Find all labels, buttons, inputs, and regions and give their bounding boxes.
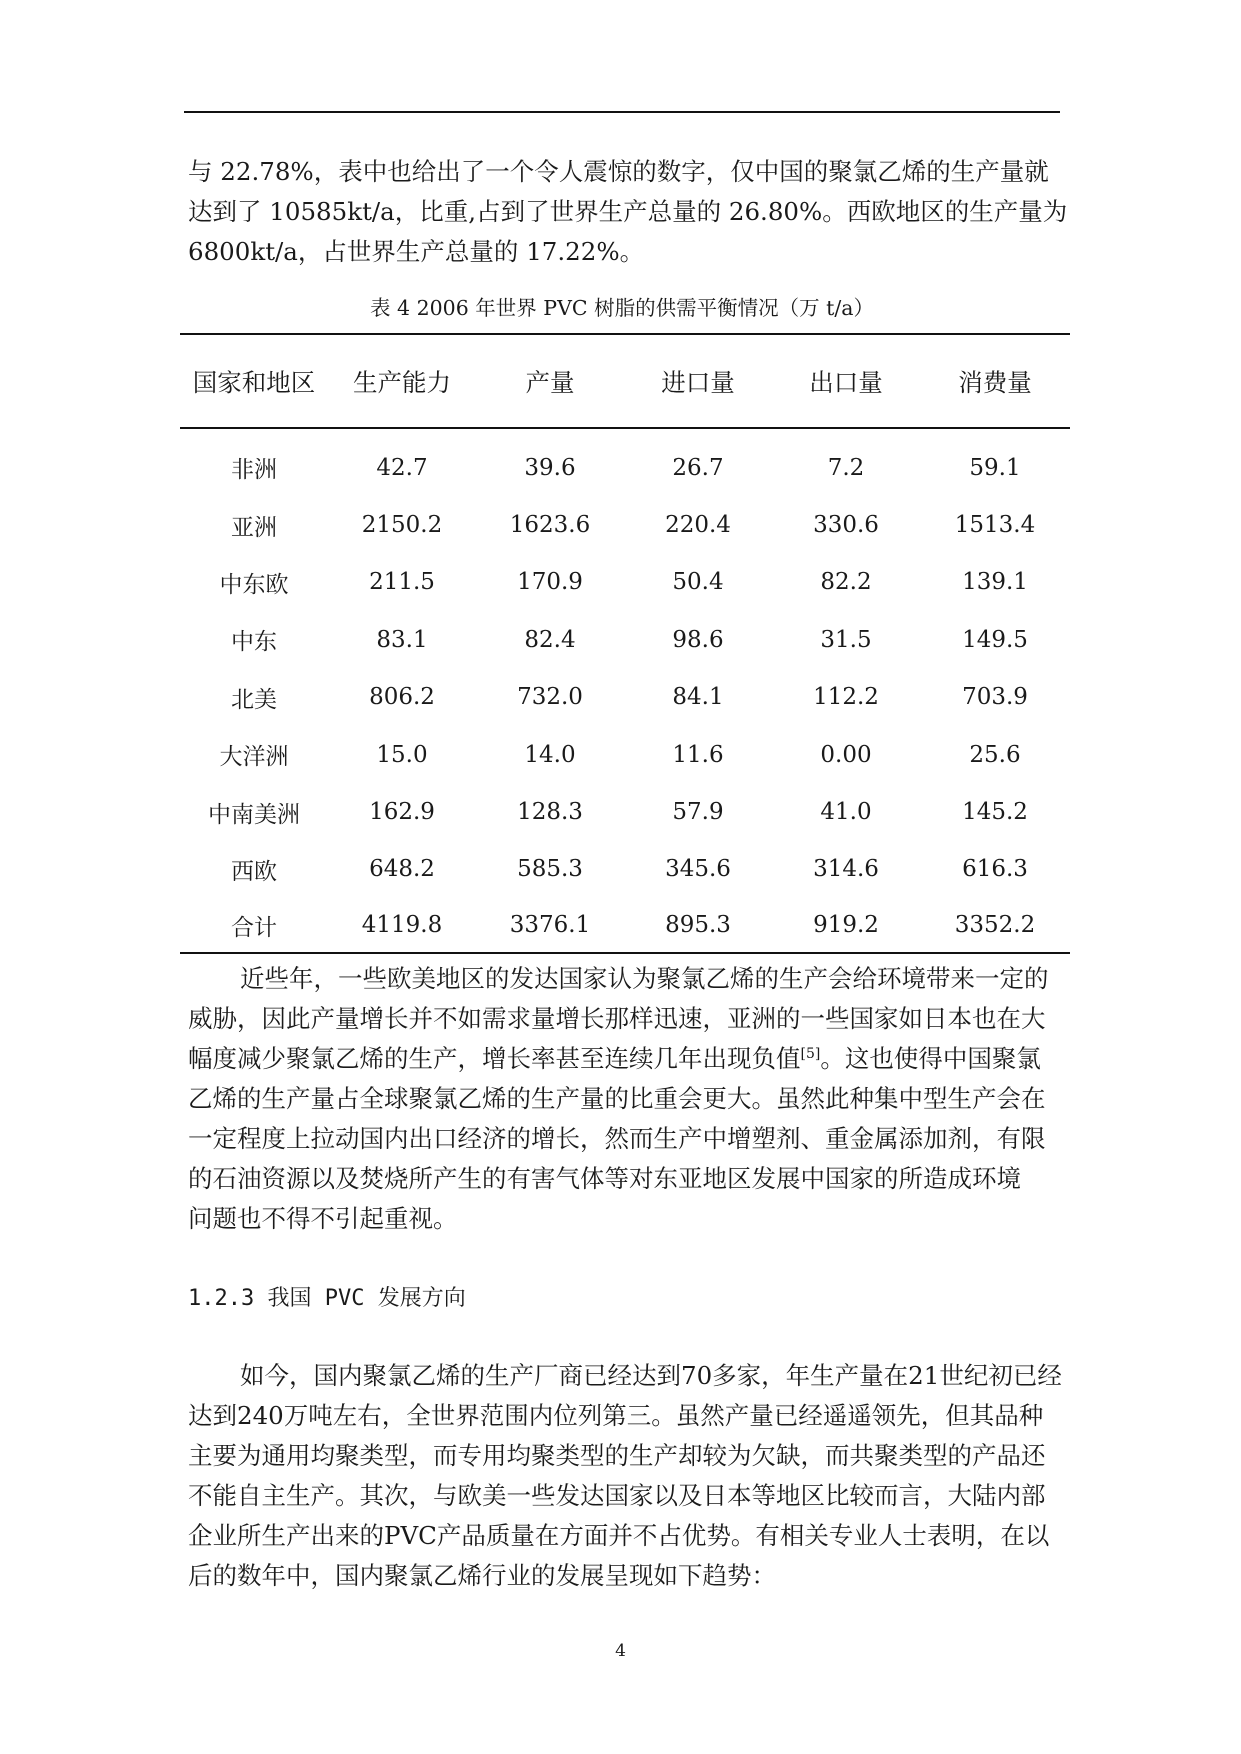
- text-line: 乙烯的生产量占全球聚氯乙烯的生产量的比重会更大。虽然此种集中型生产会在: [188, 1084, 1046, 1113]
- text-line: 近些年，一些欧美地区的发达国家认为聚氯乙烯的生产会给环境带来一定的: [240, 964, 1049, 993]
- table-cell: 2150.2: [361, 512, 443, 539]
- table-cell: 北美: [231, 686, 277, 713]
- header-region: 国家和地区: [180, 334, 328, 428]
- table-cell: 亚洲: [231, 514, 277, 541]
- table-row: [180, 783, 1070, 840]
- table-cell: 中南美洲: [208, 801, 300, 828]
- table-cell: 648.2: [369, 856, 435, 883]
- header-output: 产量: [476, 334, 624, 428]
- table-cell: 41.0: [820, 799, 872, 826]
- table-cell: 中东欧: [219, 571, 289, 598]
- text-line: 与 22.78%，表中也给出了一个令人震惊的数字，仅中国的聚氯乙烯的生产量就: [188, 157, 1049, 186]
- table-total-row: [180, 898, 1070, 953]
- table-cell: 616.3: [962, 856, 1028, 883]
- table-cell: 82.2: [820, 569, 872, 596]
- text-line: 威胁，因此产量增长并不如需求量增长那样迅速，亚洲的一些国家如日本也在大: [188, 1004, 1046, 1033]
- table-cell: 703.9: [962, 684, 1028, 711]
- text-line: 企业所生产出来的PVC产品质量在方面并不占优势。有相关专业人士表明，在以: [188, 1521, 1050, 1550]
- table-cell: 162.9: [369, 799, 435, 826]
- text-line: 一定程度上拉动国内出口经济的增长，然而生产中增塑剂、重金属添加剂，有限: [188, 1124, 1046, 1153]
- table-cell: 50.4: [672, 569, 724, 596]
- text-line: 达到了 10585kt/a，比重,占到了世界生产总量的 26.80%。西欧地区的生产量为: [188, 197, 1068, 226]
- table-cell: 14.0: [524, 741, 576, 768]
- table-cell: 合计: [180, 898, 328, 953]
- table-cell: 57.9: [672, 799, 724, 826]
- table-cell: 82.4: [524, 626, 576, 653]
- text-line: 的石油资源以及焚烧所产生的有害气体等对东亚地区发展中国家的所造成环境: [188, 1164, 1021, 1193]
- page-number: 4: [615, 1641, 626, 1661]
- table-row: [180, 611, 1070, 668]
- citation-ref: [5]: [800, 1045, 821, 1062]
- table-cell: 732.0: [517, 684, 583, 711]
- table-cell: 中东: [231, 629, 277, 656]
- table-row: [180, 554, 1070, 611]
- table-cell: 1513.4: [954, 512, 1036, 539]
- table-cell: 139.1: [962, 569, 1028, 596]
- table-cell: 330.6: [813, 512, 879, 539]
- table-cell: 895.3: [624, 898, 772, 953]
- table-row: [180, 726, 1070, 783]
- table-cell: 59.1: [969, 454, 1021, 481]
- header-rule: [184, 111, 1060, 113]
- header-capacity: 生产能力: [328, 334, 476, 428]
- table-cell: 非洲: [231, 457, 277, 484]
- table-cell: 7.2: [827, 454, 865, 481]
- table-cell: 149.5: [962, 626, 1028, 653]
- table-cell: 585.3: [517, 856, 583, 883]
- table-cell: 15.0: [376, 741, 428, 768]
- header-consumption: 消费量: [920, 334, 1070, 428]
- table-cell: 39.6: [524, 454, 576, 481]
- table-cell: 314.6: [813, 856, 879, 883]
- text-line: 如今，国内聚氯乙烯的生产厂商已经达到70多家，年生产量在21世纪初已经: [240, 1361, 1062, 1390]
- text-line: 后的数年中，国内聚氯乙烯行业的发展呈现如下趋势：: [188, 1561, 776, 1590]
- table-cell: 42.7: [376, 454, 428, 481]
- header-import: 进口量: [624, 334, 772, 428]
- table-cell: 112.2: [813, 684, 879, 711]
- text-line: 达到240万吨左右，全世界范围内位列第三。虽然产量已经遥遥领先，但其品种: [188, 1401, 1044, 1430]
- text-line: 不能自主生产。其次，与欧美一些发达国家以及日本等地区比较而言，大陆内部: [188, 1481, 1046, 1510]
- table-cell: 83.1: [376, 626, 428, 653]
- table-cell: 大洋洲: [219, 744, 289, 771]
- header-export: 出口量: [772, 334, 920, 428]
- table-cell: 145.2: [962, 799, 1028, 826]
- table-cell: 3352.2: [920, 898, 1070, 953]
- paragraph-environment: [188, 959, 1060, 1239]
- table-cell: 919.2: [772, 898, 920, 953]
- text-line: 6800kt/a，占世界生产总量的 17.22%。: [188, 237, 645, 266]
- table-cell: 西欧: [231, 858, 277, 885]
- table-cell: 26.7: [672, 454, 724, 481]
- table-cell: 31.5: [820, 626, 872, 653]
- table-row: [180, 841, 1070, 898]
- text-span: 幅度减少聚氯乙烯的生产，增长率甚至连续几年出现负值: [188, 1044, 801, 1073]
- table-cell: 211.5: [369, 569, 435, 596]
- text-line: 主要为通用均聚类型，而专用均聚类型的生产却较为欠缺，而共聚类型的产品还: [188, 1441, 1046, 1470]
- table-header-row: [180, 334, 1070, 428]
- table-row: [180, 496, 1070, 553]
- table-cell: 1623.6: [509, 512, 591, 539]
- paragraph-development: [188, 1356, 1060, 1596]
- table-cell: 25.6: [969, 741, 1021, 768]
- table-row: [180, 428, 1070, 496]
- table-cell: 4119.8: [328, 898, 476, 953]
- table-cell: 220.4: [665, 512, 731, 539]
- table-cell: 98.6: [672, 626, 724, 653]
- text-line: [188, 1039, 1060, 1079]
- text-line: 问题也不得不引起重视。: [188, 1204, 458, 1233]
- section-heading: 1.2.3 我国 PVC 发展方向: [188, 1286, 466, 1311]
- table-row: [180, 669, 1070, 726]
- table-cell: 170.9: [517, 569, 583, 596]
- table-cell: 345.6: [665, 856, 731, 883]
- table-cell: 0.00: [820, 741, 872, 768]
- supply-demand-table: [180, 333, 1070, 954]
- table-cell: 3376.1: [476, 898, 624, 953]
- table-cell: 84.1: [672, 684, 724, 711]
- table-caption: 表 4 2006 年世界 PVC 树脂的供需平衡情况（万 t/a）: [370, 296, 874, 320]
- table-cell: 128.3: [517, 799, 583, 826]
- table-cell: 11.6: [672, 741, 724, 768]
- text-span: 。这也使得中国聚氯: [820, 1044, 1041, 1073]
- paragraph-intro: [188, 152, 1068, 272]
- table-cell: 806.2: [369, 684, 435, 711]
